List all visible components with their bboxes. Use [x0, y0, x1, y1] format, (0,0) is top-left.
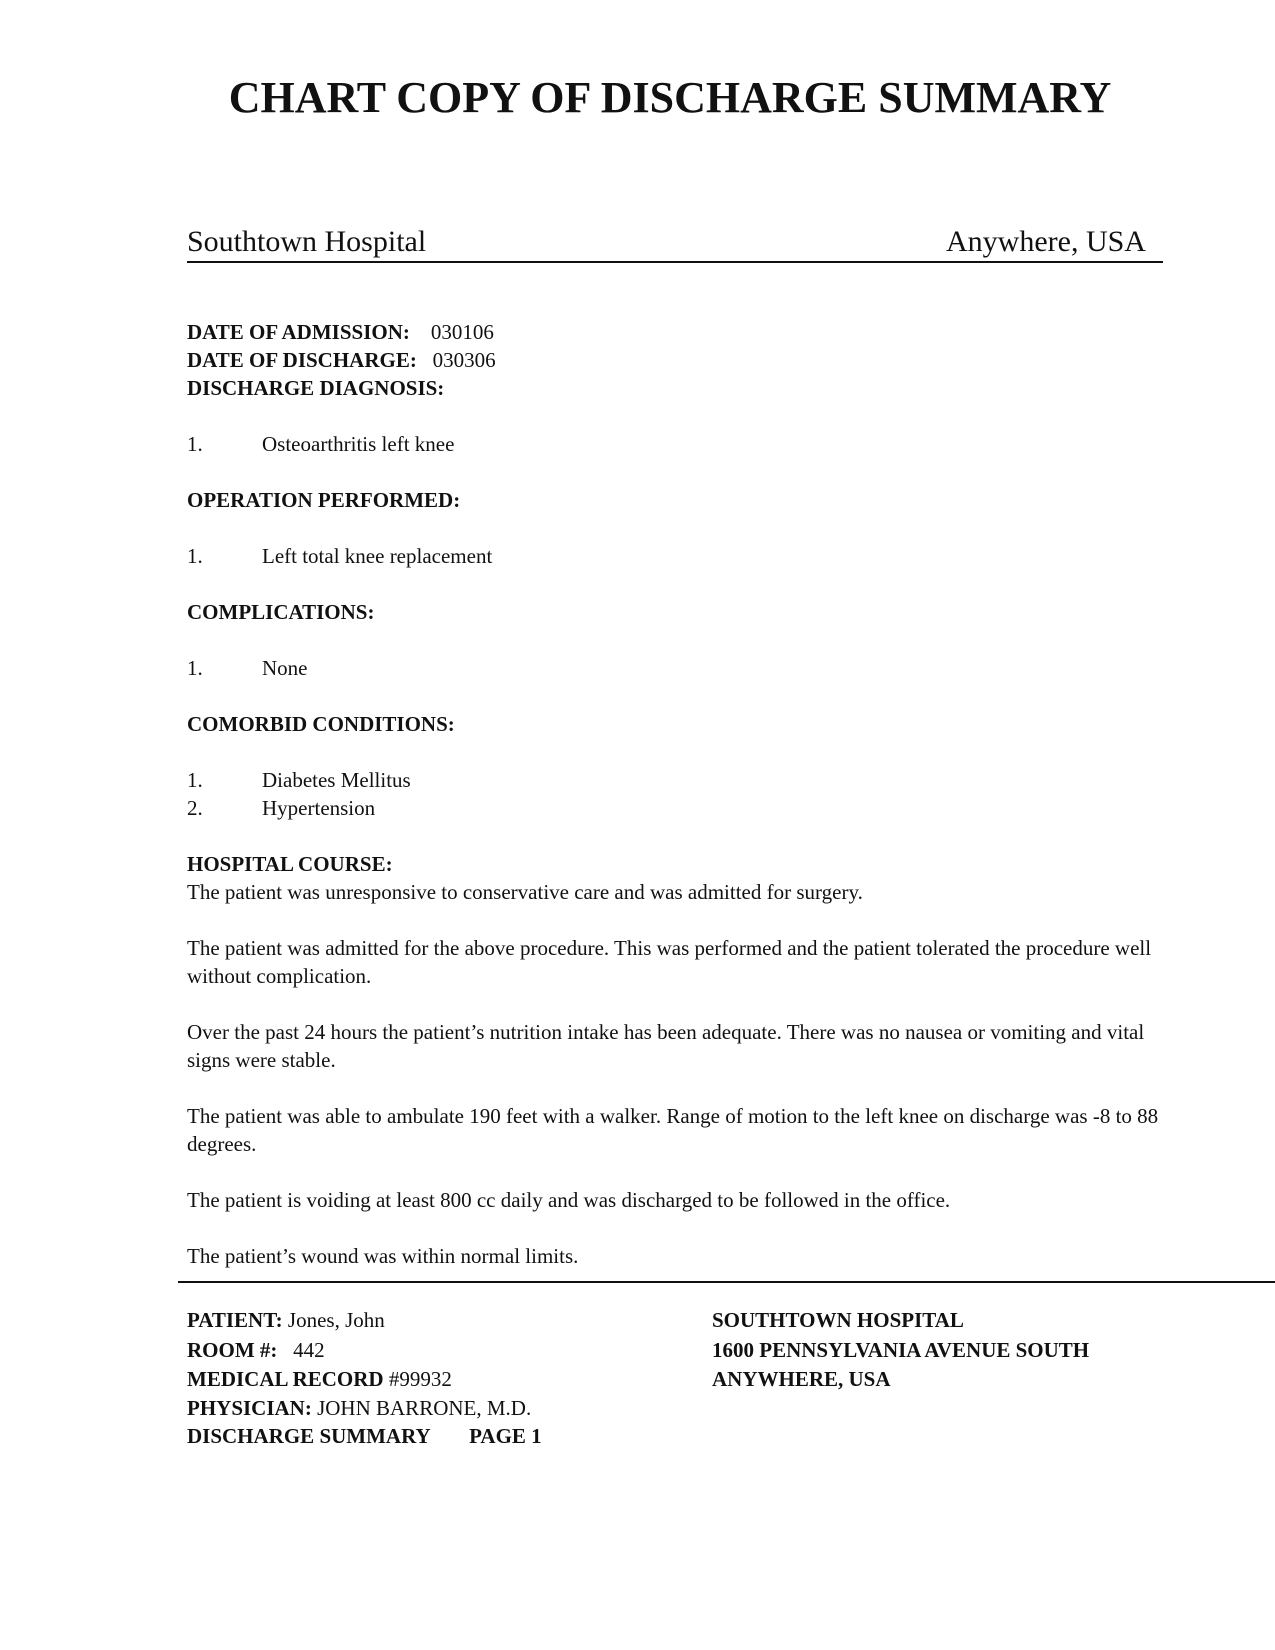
hospital-course-paragraph: The patient was able to ambulate 190 feet with a walker. Range of motion to the left knee on discharge was -8 to 88 degrees. [187, 1104, 1159, 1156]
list-number: 1. [187, 432, 203, 456]
hospital-course-paragraph: The patient’s wound was within normal limits. [187, 1244, 579, 1268]
footer-hospital-city: ANYWHERE, USA [712, 1367, 891, 1391]
list-number: 1. [187, 768, 203, 792]
list-text: Osteoarthritis left knee [262, 432, 455, 456]
discharge-date-label: DATE OF DISCHARGE: [187, 348, 417, 372]
patient-value: Jones, John [287, 1308, 385, 1332]
list-text: Diabetes Mellitus [262, 768, 411, 792]
list-number: 1. [187, 544, 203, 568]
patient-row [187, 1306, 385, 1334]
list-item [187, 430, 454, 458]
hospital-course-paragraph: The patient was admitted for the above procedure. This was performed and the patient tolerated the procedure well without complication. [187, 936, 1152, 988]
document-title: CHART COPY OF DISCHARGE SUMMARY [228, 73, 1112, 122]
list-item [187, 766, 411, 794]
list-text: Left total knee replacement [262, 544, 493, 568]
operation-performed-heading: OPERATION PERFORMED: [187, 488, 461, 512]
page-label: PAGE 1 [469, 1424, 542, 1448]
hospital-course-paragraph: The patient is voiding at least 800 cc daily and was discharged to be followed in the office. [187, 1188, 951, 1212]
list-item [187, 654, 308, 682]
hospital-location: Anywhere, USA [946, 225, 1146, 258]
list-item [187, 794, 375, 822]
medical-record-row [187, 1365, 452, 1393]
footer-divider [178, 1281, 1275, 1283]
hospital-name: Southtown Hospital [187, 225, 427, 258]
list-number: 1. [187, 656, 203, 680]
list-text: None [262, 656, 308, 680]
footer-hospital-address: 1600 PENNSYLVANIA AVENUE SOUTH [712, 1338, 1090, 1362]
patient-label: PATIENT: [187, 1308, 283, 1332]
physician-value: JOHN BARRONE, M.D. [317, 1396, 532, 1420]
list-text: Hypertension [262, 796, 376, 820]
discharge-diagnosis-heading: DISCHARGE DIAGNOSIS: [187, 376, 445, 400]
header-divider [187, 261, 1163, 263]
physician-row [187, 1394, 531, 1422]
footer-hospital-name: SOUTHTOWN HOSPITAL [712, 1308, 964, 1332]
room-row [187, 1336, 325, 1364]
medical-record-label: MEDICAL RECORD [187, 1367, 384, 1391]
hospital-course-heading: HOSPITAL COURSE: [187, 852, 393, 876]
comorbid-conditions-heading: COMORBID CONDITIONS: [187, 712, 455, 736]
summary-page-row [187, 1422, 542, 1450]
list-number: 2. [187, 796, 203, 820]
admission-date-value: 030106 [430, 320, 494, 344]
admission-date-row [187, 318, 494, 346]
summary-label: DISCHARGE SUMMARY [187, 1424, 430, 1448]
list-item [187, 542, 492, 570]
room-label: ROOM #: [187, 1338, 278, 1362]
complications-heading: COMPLICATIONS: [187, 600, 375, 624]
admission-date-label: DATE OF ADMISSION: [187, 320, 410, 344]
physician-label: PHYSICIAN: [187, 1396, 312, 1420]
discharge-date-row [187, 346, 496, 374]
hospital-course-paragraph: Over the past 24 hours the patient’s nutrition intake has been adequate. There was no nausea or vomiting and vital signs were stable. [187, 1020, 1145, 1072]
medical-record-value: #99932 [388, 1367, 452, 1391]
room-value: 442 [293, 1338, 325, 1362]
discharge-date-value: 030306 [432, 348, 496, 372]
hospital-course-paragraph: The patient was unresponsive to conservative care and was admitted for surgery. [187, 880, 863, 904]
